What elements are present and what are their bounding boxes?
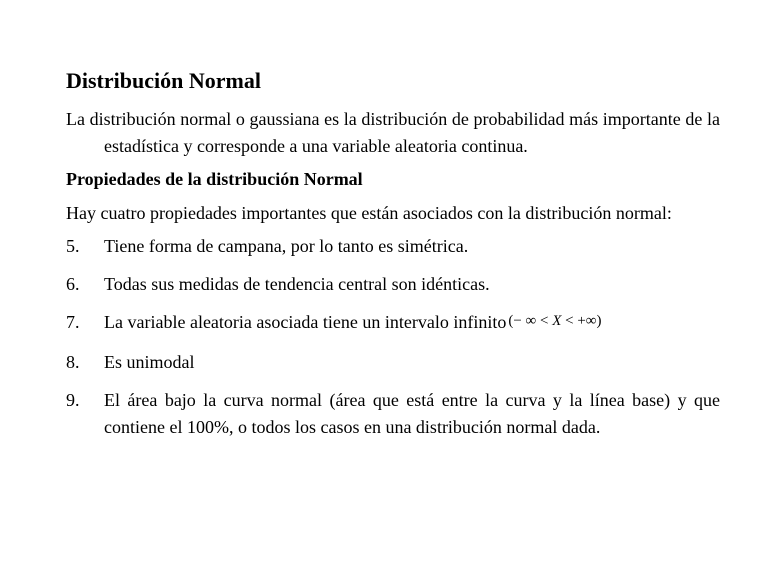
list-item — [66, 349, 720, 376]
formula-right: < +∞ — [565, 313, 597, 329]
section-subtitle: Propiedades de la distribución Normal — [66, 169, 363, 189]
document-page — [66, 68, 720, 452]
list-item-number: 5. — [66, 236, 80, 256]
page-title: Distribución Normal — [66, 68, 261, 93]
list-item — [66, 271, 720, 298]
properties-list — [66, 233, 720, 441]
list-item-number: 7. — [66, 312, 80, 332]
properties-intro-paragraph: Hay cuatro propiedades importantes que están asociados con la distribución normal: — [66, 203, 672, 223]
formula-open-paren: ( — [508, 313, 514, 329]
interval-formula — [508, 313, 601, 329]
intro-paragraph: La distribución normal o gaussiana es la distribución de probabilidad más importante de la estadística y corresponde a una variable aleatoria continua. — [66, 109, 720, 156]
list-item-number: 6. — [66, 274, 80, 294]
list-item-number: 8. — [66, 352, 80, 372]
list-item-text: Tiene forma de campana, por lo tanto es simétrica. — [104, 236, 469, 256]
list-item-text: Todas sus medidas de tendencia central son idénticas. — [104, 274, 490, 294]
formula-left: − ∞ < — [513, 313, 549, 329]
list-item-text: La variable aleatoria asociada tiene un intervalo infinito — [104, 312, 507, 332]
list-item-text: El área bajo la curva normal (área que está entre la curva y la línea base) y que contiene el 100%, o todos los casos en una distribución normal dada. — [104, 390, 720, 437]
formula-close-paren: ) — [596, 313, 602, 329]
list-item-number: 9. — [66, 390, 80, 410]
list-item — [66, 387, 720, 441]
list-item — [66, 309, 720, 338]
formula-variable: X — [552, 313, 562, 329]
list-item-text: Es unimodal — [104, 352, 195, 372]
list-item-text-with-formula — [104, 309, 720, 338]
list-item — [66, 233, 720, 260]
